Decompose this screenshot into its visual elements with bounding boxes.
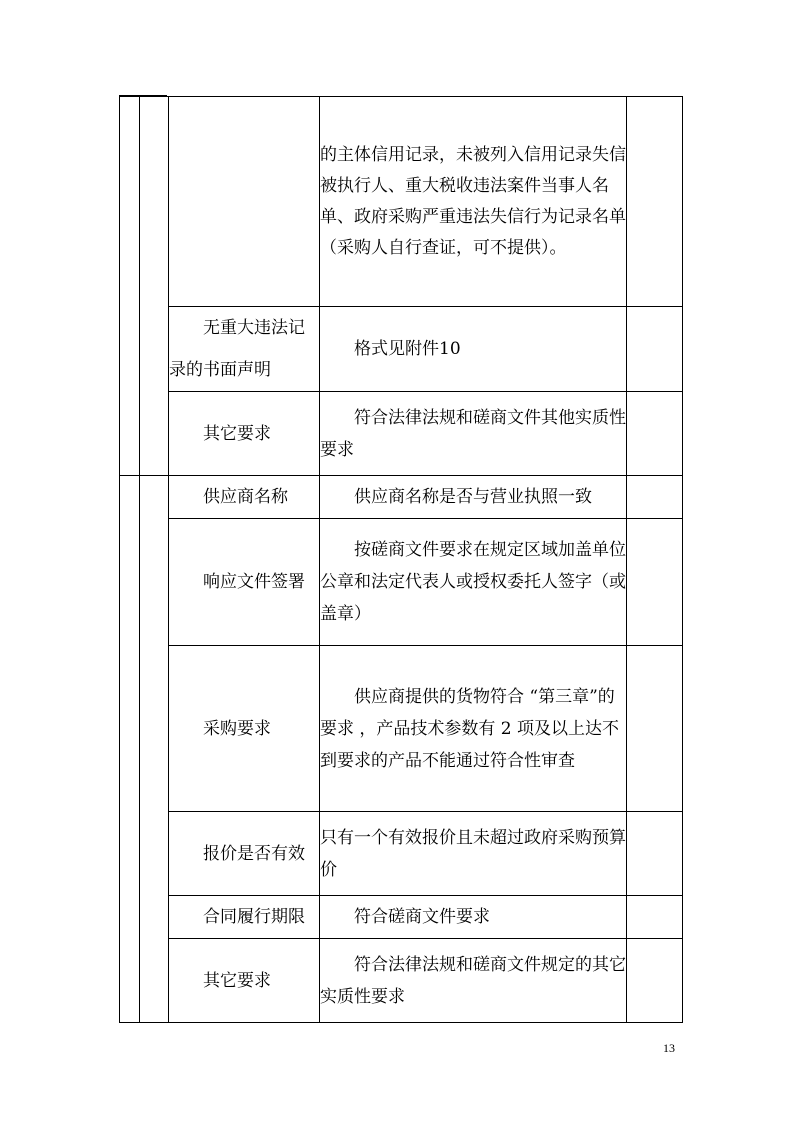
standard-text: 供应商提供的货物符合 “第三章”的要求 ，产品技术参数有 2 项及以上达不到要求的产品不能通过符合性审查	[320, 686, 620, 771]
remark-cell	[627, 646, 683, 812]
table-row	[120, 519, 683, 646]
standard-text: 的主体信用记录，未被列入信用记录失信被执行人、重大税收违法案件当事人名单、政府采购严重违法失信行为记录名单（采购人自行查证，可不提供）。	[320, 144, 626, 258]
remark-cell	[627, 939, 683, 1023]
remark-cell	[627, 896, 683, 939]
table-row	[120, 476, 683, 519]
section-cell	[120, 476, 140, 1023]
item-name-cell	[169, 519, 320, 646]
remark-cell	[627, 476, 683, 519]
standard-cell	[320, 97, 627, 307]
table-row	[120, 307, 683, 392]
remark-cell	[627, 812, 683, 896]
item-name-text: 其它要求	[203, 423, 271, 444]
item-name-cell	[169, 812, 320, 896]
type-cell	[140, 97, 169, 476]
standard-cell	[320, 519, 627, 646]
table-row	[120, 97, 683, 307]
table-row	[120, 896, 683, 939]
standard-cell	[320, 392, 627, 476]
type-cell	[140, 476, 169, 1023]
item-name-text: 报价是否有效	[203, 843, 305, 864]
item-name-cell	[169, 939, 320, 1023]
standard-text: 格式见附件10	[354, 339, 461, 359]
item-name-text: 无重大违法记录的书面声明	[169, 318, 305, 380]
review-table	[119, 96, 683, 1023]
remark-cell	[627, 307, 683, 392]
item-name-cell	[169, 646, 320, 812]
remark-cell	[627, 97, 683, 307]
item-name-cell	[169, 392, 320, 476]
standard-text: 只有一个有效报价且未超过政府采购预算价	[320, 827, 626, 880]
standard-cell	[320, 646, 627, 812]
standard-cell	[320, 476, 627, 519]
table-row	[120, 646, 683, 812]
table-row	[120, 392, 683, 476]
standard-cell	[320, 307, 627, 392]
standard-text: 符合法律法规和磋商文件规定的其它实质性要求	[320, 954, 626, 1007]
standard-text: 供应商名称是否与营业执照一致	[354, 487, 592, 507]
standard-cell	[320, 812, 627, 896]
standard-cell	[320, 939, 627, 1023]
remark-cell	[627, 392, 683, 476]
standard-text: 符合磋商文件要求	[354, 907, 490, 927]
item-name-text: 合同履行期限	[203, 907, 305, 927]
remark-cell	[627, 519, 683, 646]
item-name-text: 采购要求	[203, 718, 271, 739]
item-name-text: 其它要求	[203, 970, 271, 991]
item-name-cell	[169, 307, 320, 392]
item-name-cell	[169, 97, 320, 307]
standard-cell	[320, 896, 627, 939]
standard-text: 符合法律法规和磋商文件其他实质性要求	[320, 407, 626, 460]
table-row	[120, 812, 683, 896]
item-name-cell	[169, 476, 320, 519]
item-name-text: 响应文件签署	[203, 572, 305, 592]
section-cell	[120, 97, 140, 476]
table-row	[120, 939, 683, 1023]
item-name-cell	[169, 896, 320, 939]
item-name-text: 供应商名称	[203, 487, 288, 507]
standard-text: 按磋商文件要求在规定区域加盖单位公章和法定代表人或授权委托人签字（或盖章）	[320, 540, 626, 624]
page-number: 13	[663, 1041, 675, 1055]
